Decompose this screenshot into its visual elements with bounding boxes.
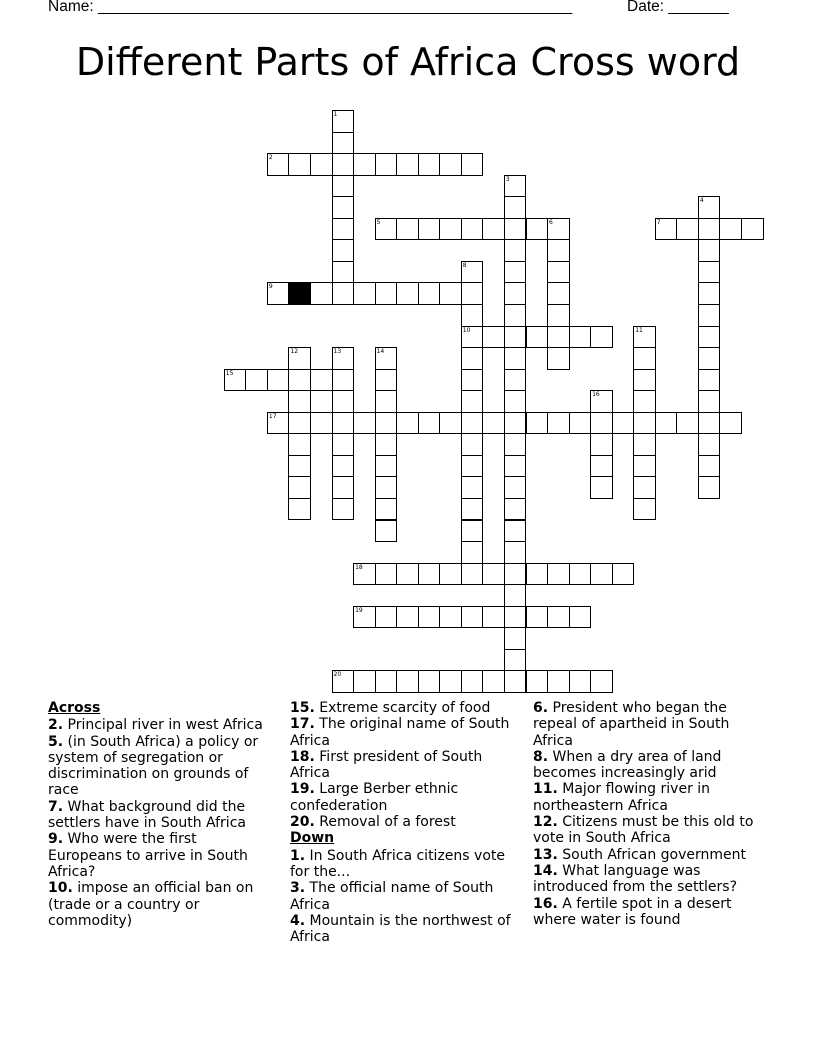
clue-across-17: 17. The original name of South Africa — [290, 716, 510, 749]
grid-cell[interactable] — [504, 390, 527, 413]
grid-cell[interactable] — [375, 670, 398, 693]
grid-cell[interactable] — [698, 455, 721, 478]
grid-cell[interactable] — [375, 433, 398, 456]
grid-cell[interactable] — [396, 563, 419, 586]
grid-cell[interactable] — [504, 218, 527, 241]
grid-cell[interactable] — [332, 110, 355, 133]
grid-cell[interactable] — [547, 239, 570, 262]
grid-cell[interactable] — [353, 153, 376, 176]
grid-cell[interactable] — [547, 326, 570, 349]
grid-cell[interactable] — [569, 670, 592, 693]
across-heading: Across — [48, 700, 101, 716]
grid-cell[interactable] — [547, 563, 570, 586]
grid-cell[interactable] — [676, 412, 699, 435]
grid-cell[interactable] — [439, 412, 462, 435]
grid-cell[interactable] — [267, 369, 290, 392]
clue-number: 18 — [355, 563, 363, 571]
clue-number: 7 — [656, 218, 661, 226]
clue-across-10: 10. impose an official ban on (trade or a country or commodity) — [48, 880, 254, 929]
grid-cell[interactable] — [332, 390, 355, 413]
grid-cell[interactable] — [655, 218, 678, 241]
clue-number: 12 — [290, 348, 299, 356]
grid-cell[interactable] — [612, 563, 635, 586]
grid-cell[interactable] — [526, 670, 549, 693]
grid-cell[interactable] — [504, 627, 527, 650]
grid-cell[interactable] — [698, 412, 721, 435]
clue-number: 13 — [333, 348, 342, 356]
grid-cell[interactable] — [569, 326, 592, 349]
grid-cell[interactable] — [504, 369, 527, 392]
grid-cell[interactable] — [504, 282, 527, 305]
grid-cell[interactable] — [547, 261, 570, 284]
grid-cell[interactable] — [482, 670, 505, 693]
grid-cell[interactable] — [504, 261, 527, 284]
grid-cell[interactable] — [439, 670, 462, 693]
grid-cell[interactable] — [332, 175, 355, 198]
grid-cell[interactable] — [461, 282, 484, 305]
grid-cell[interactable] — [418, 153, 441, 176]
grid-cell[interactable] — [482, 606, 505, 629]
grid-cell[interactable] — [267, 412, 290, 435]
grid-cell[interactable] — [633, 390, 656, 413]
grid-cell[interactable] — [526, 412, 549, 435]
grid-cell[interactable] — [288, 412, 311, 435]
grid-cell[interactable] — [504, 584, 527, 607]
grid-cell[interactable] — [288, 390, 311, 413]
grid-cell[interactable] — [418, 412, 441, 435]
filled-grid-cell — [288, 282, 311, 305]
grid-cell[interactable] — [332, 153, 355, 176]
clue-number: 8 — [462, 261, 467, 269]
name-field-label: Name: _______________________________________________________ — [48, 0, 573, 15]
grid-cell[interactable] — [418, 218, 441, 241]
grid-cell[interactable] — [698, 369, 721, 392]
grid-cell[interactable] — [698, 304, 721, 327]
grid-cell[interactable] — [741, 218, 764, 241]
grid-cell[interactable] — [547, 347, 570, 370]
grid-cell[interactable] — [375, 218, 398, 241]
grid-cell[interactable] — [396, 282, 419, 305]
grid-cell[interactable] — [526, 563, 549, 586]
grid-cell[interactable] — [461, 304, 484, 327]
grid-cell[interactable] — [461, 455, 484, 478]
grid-cell[interactable] — [353, 606, 376, 629]
clue-down-8: 8. When a dry area of land becomes increasingly arid — [533, 748, 722, 782]
clue-across-19: 19. Large Berber ethnic confederation — [290, 781, 459, 814]
grid-cell[interactable] — [267, 282, 290, 305]
clue-across-5: 5. (in South Africa) a policy or system of segregation or discrimination on grounds of race — [48, 733, 259, 799]
grid-cell[interactable] — [461, 476, 484, 499]
clue-across-7: 7. What background did the settlers have in South Africa — [48, 798, 246, 832]
grid-cell[interactable] — [590, 390, 613, 413]
grid-cell[interactable] — [332, 369, 355, 392]
grid-cell[interactable] — [633, 326, 656, 349]
clue-number: 5 — [376, 218, 381, 226]
grid-cell[interactable] — [332, 476, 355, 499]
grid-cell[interactable] — [375, 412, 398, 435]
grid-cell[interactable] — [698, 239, 721, 262]
grid-cell[interactable] — [612, 412, 635, 435]
grid-cell[interactable] — [504, 670, 527, 693]
grid-cell[interactable] — [461, 433, 484, 456]
grid-cell[interactable] — [461, 347, 484, 370]
grid-cell[interactable] — [332, 282, 355, 305]
grid-cell[interactable] — [461, 326, 484, 349]
clue-down-6: 6. President who began the repeal of apartheid in South Africa — [533, 700, 730, 749]
clue-number: 17 — [268, 412, 277, 420]
grid-cell[interactable] — [461, 670, 484, 693]
grid-cell[interactable] — [633, 455, 656, 478]
grid-cell[interactable] — [504, 326, 527, 349]
grid-cell[interactable] — [633, 347, 656, 370]
grid-cell[interactable] — [396, 153, 419, 176]
grid-cell[interactable] — [719, 412, 742, 435]
grid-cell[interactable] — [332, 670, 355, 693]
clue-number: 15 — [225, 369, 234, 377]
grid-cell[interactable] — [590, 326, 613, 349]
grid-cell[interactable] — [461, 563, 484, 586]
grid-cell[interactable] — [504, 412, 527, 435]
grid-cell[interactable] — [288, 433, 311, 456]
clue-number: 20 — [333, 671, 342, 679]
grid-cell[interactable] — [504, 196, 527, 219]
grid-cell[interactable] — [504, 304, 527, 327]
grid-cell[interactable] — [526, 606, 549, 629]
grid-cell[interactable] — [633, 369, 656, 392]
clue-number: 19 — [355, 606, 363, 614]
grid-cell[interactable] — [288, 347, 311, 370]
grid-cell[interactable] — [224, 369, 247, 392]
grid-cell[interactable] — [332, 347, 355, 370]
grid-cell[interactable] — [396, 412, 419, 435]
grid-cell[interactable] — [461, 369, 484, 392]
clues-column-1 — [48, 700, 273, 929]
grid-cell[interactable] — [310, 153, 333, 176]
grid-cell[interactable] — [461, 218, 484, 241]
clue-number: 14 — [376, 348, 385, 356]
clue-down-4: 4. Mountain is the northwest of Africa — [290, 912, 511, 946]
grid-cell[interactable] — [482, 563, 505, 586]
clue-across-2: 2. Principal river in west Africa — [48, 717, 263, 734]
grid-cell[interactable] — [353, 670, 376, 693]
grid-cell[interactable] — [245, 369, 268, 392]
grid-cell[interactable] — [332, 218, 355, 241]
grid-cell[interactable] — [719, 218, 742, 241]
grid-cell[interactable] — [504, 606, 527, 629]
grid-cell[interactable] — [418, 563, 441, 586]
grid-cell[interactable] — [526, 326, 549, 349]
grid-cell[interactable] — [698, 433, 721, 456]
grid-cell[interactable] — [461, 261, 484, 284]
grid-cell[interactable] — [439, 282, 462, 305]
grid-cell[interactable] — [332, 132, 355, 155]
grid-cell[interactable] — [375, 563, 398, 586]
grid-cell[interactable] — [504, 175, 527, 198]
grid-cell[interactable] — [288, 498, 311, 521]
grid-cell[interactable] — [332, 412, 355, 435]
grid-cell[interactable] — [482, 326, 505, 349]
clue-number: 16 — [592, 391, 600, 399]
grid-cell[interactable] — [676, 218, 699, 241]
grid-cell[interactable] — [439, 153, 462, 176]
grid-cell[interactable] — [633, 498, 656, 521]
grid-cell[interactable] — [375, 606, 398, 629]
clue-number: 10 — [462, 326, 471, 334]
grid-cell[interactable] — [569, 606, 592, 629]
grid-cell[interactable] — [504, 498, 527, 521]
grid-cell[interactable] — [375, 476, 398, 499]
grid-cell[interactable] — [482, 218, 505, 241]
grid-cell[interactable] — [439, 563, 462, 586]
grid-cell[interactable] — [461, 412, 484, 435]
grid-cell[interactable] — [461, 541, 484, 564]
clue-number: 9 — [268, 283, 273, 291]
grid-cell[interactable] — [655, 412, 678, 435]
grid-cell[interactable] — [310, 369, 333, 392]
grid-cell[interactable] — [504, 433, 527, 456]
grid-cell[interactable] — [590, 412, 613, 435]
grid-cell[interactable] — [569, 412, 592, 435]
clue-number: 1 — [333, 111, 338, 118]
grid-cell[interactable] — [461, 606, 484, 629]
clue-down-14: 14. What language was introduced from the settlers? — [533, 862, 737, 896]
grid-cell[interactable] — [590, 476, 613, 499]
grid-cell[interactable] — [547, 606, 570, 629]
grid-cell[interactable] — [375, 498, 398, 521]
grid-cell[interactable] — [332, 196, 355, 219]
grid-cell[interactable] — [590, 455, 613, 478]
grid-cell[interactable] — [439, 218, 462, 241]
grid-cell[interactable] — [504, 520, 527, 543]
grid-cell[interactable] — [504, 347, 527, 370]
grid-cell[interactable] — [461, 498, 484, 521]
grid-cell[interactable] — [461, 520, 484, 543]
grid-cell[interactable] — [353, 282, 376, 305]
grid-cell[interactable] — [375, 153, 398, 176]
grid-cell[interactable] — [396, 670, 419, 693]
clue-down-3: 3. The official name of South Africa — [290, 880, 494, 913]
grid-cell[interactable] — [590, 433, 613, 456]
grid-cell[interactable] — [332, 433, 355, 456]
grid-cell[interactable] — [288, 153, 311, 176]
grid-cell[interactable] — [633, 433, 656, 456]
clue-down-12: 12. Citizens must be this old to vote in South Africa — [533, 814, 754, 847]
grid-cell[interactable] — [482, 412, 505, 435]
clue-down-13: 13. South African government — [533, 846, 747, 863]
clue-number: 11 — [635, 326, 643, 334]
grid-cell[interactable] — [504, 649, 527, 672]
grid-cell[interactable] — [288, 455, 311, 478]
clue-across-18: 18. First president of South Africa — [290, 748, 483, 782]
grid-cell[interactable] — [698, 282, 721, 305]
grid-cell[interactable] — [332, 239, 355, 262]
grid-cell[interactable] — [504, 455, 527, 478]
grid-cell[interactable] — [353, 412, 376, 435]
grid-cell[interactable] — [547, 412, 570, 435]
clue-down-16: 16. A fertile spot in a desert where water is found — [533, 895, 732, 928]
grid-cell[interactable] — [698, 218, 721, 241]
grid-cell[interactable] — [310, 412, 333, 435]
grid-cell[interactable] — [396, 606, 419, 629]
clues-column-3 — [533, 700, 763, 928]
grid-cell[interactable] — [633, 412, 656, 435]
grid-cell[interactable] — [288, 476, 311, 499]
grid-cell[interactable] — [547, 282, 570, 305]
grid-cell[interactable] — [590, 670, 613, 693]
grid-cell[interactable] — [504, 563, 527, 586]
grid-cell[interactable] — [267, 153, 290, 176]
grid-cell[interactable] — [375, 282, 398, 305]
grid-cell[interactable] — [633, 476, 656, 499]
grid-cell[interactable] — [547, 304, 570, 327]
grid-cell[interactable] — [504, 541, 527, 564]
grid-cell[interactable] — [418, 606, 441, 629]
grid-cell[interactable] — [590, 563, 613, 586]
grid-cell[interactable] — [396, 218, 419, 241]
clue-across-15: 15. Extreme scarcity of food — [290, 700, 491, 716]
grid-cell[interactable] — [418, 670, 441, 693]
clue-number: 4 — [699, 197, 704, 205]
grid-cell[interactable] — [461, 390, 484, 413]
grid-cell[interactable] — [698, 261, 721, 284]
down-heading: Down — [290, 830, 335, 847]
grid-cell[interactable] — [698, 326, 721, 349]
grid-cell[interactable] — [332, 455, 355, 478]
grid-cell[interactable] — [526, 218, 549, 241]
grid-cell[interactable] — [504, 239, 527, 262]
grid-cell[interactable] — [353, 563, 376, 586]
grid-cell[interactable] — [310, 282, 333, 305]
grid-cell[interactable] — [547, 670, 570, 693]
clue-number: 3 — [505, 175, 510, 183]
clue-down-1: 1. In South Africa citizens vote for the... — [290, 847, 505, 880]
grid-cell[interactable] — [288, 369, 311, 392]
clue-across-20: 20. Removal of a forest — [290, 814, 456, 831]
clue-down-11: 11. Major flowing river in northeastern Africa — [533, 781, 711, 814]
grid-cell[interactable] — [375, 369, 398, 392]
grid-cell[interactable] — [569, 563, 592, 586]
grid-cell[interactable] — [461, 153, 484, 176]
grid-cell[interactable] — [332, 261, 355, 284]
grid-cell[interactable] — [439, 606, 462, 629]
page-title: Different Parts of Africa Cross word — [75, 40, 741, 84]
date-field-label: Date: _______ — [627, 0, 729, 15]
grid-cell[interactable] — [418, 282, 441, 305]
grid-cell[interactable] — [698, 196, 721, 219]
clue-number: 6 — [549, 218, 553, 226]
grid-cell[interactable] — [375, 390, 398, 413]
grid-cell[interactable] — [504, 476, 527, 499]
grid-cell[interactable] — [547, 218, 570, 241]
grid-cell[interactable] — [698, 390, 721, 413]
grid-cell[interactable] — [375, 347, 398, 370]
grid-cell[interactable] — [698, 476, 721, 499]
clue-across-9: 9. Who were the first Europeans to arrive in South Africa? — [48, 831, 248, 880]
grid-cell[interactable] — [375, 455, 398, 478]
grid-cell[interactable] — [332, 498, 355, 521]
clues-column-2 — [290, 700, 522, 945]
clue-number: 2 — [268, 154, 273, 162]
grid-cell[interactable] — [698, 347, 721, 370]
grid-cell[interactable] — [375, 520, 398, 543]
